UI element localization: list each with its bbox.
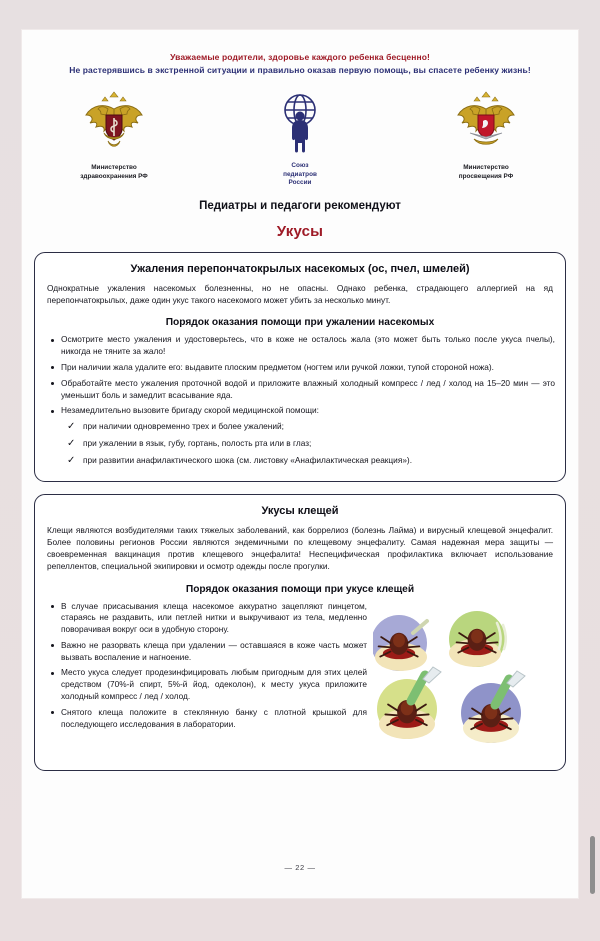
recommend-title: Педиатры и педагоги рекомендуют bbox=[199, 199, 401, 212]
emblem-ministry-of-health bbox=[30, 85, 198, 181]
insect-stings-subtitle: Порядок оказания помощи при ужалении насекомых bbox=[165, 317, 435, 329]
tick-bites-intro: Клещи являются возбудителями таких тяжелых заболеваний, как боррелиоз (болезнь Лайма) и вирусный клещевой энцефалит. Более половины регионов России являются эндемичными по клещевому энцефалиту. Самая надежная мера защиты — своевременная вакцинация против клещевого энцефалита! Неспецифическая профилактика включает использование репеллентов, специальной экипировки и осмотр одежды после прогулки. bbox=[47, 525, 553, 571]
emblem-union-of-pediatricians bbox=[225, 85, 375, 188]
list-item: ✓ при развитии анафилактического шока (см. листовку «Анафилактическая реакция»). bbox=[45, 455, 555, 467]
list-item: Незамедлительно вызовите бригаду скорой медицинской помощи: bbox=[45, 405, 555, 417]
list-item: Обработайте место ужаления проточной водой и приложите влажный холодный компресс / лед / холод на 15–20 мин — это уменьшит боль и замедлит всасывание яда. bbox=[45, 378, 555, 402]
page-number: — 22 — bbox=[284, 863, 316, 872]
banner-line-2: Не растерявшись в экстренной ситуации и правильно оказав первую помощь, вы спасете ребенку жизнь! bbox=[69, 65, 531, 76]
tick-bites-text-column bbox=[45, 601, 367, 735]
insect-stings-title: Ужаления перепончатокрылых насекомых (ос, пчел, шмелей) bbox=[130, 262, 470, 275]
section-tick-bites bbox=[34, 494, 566, 770]
insect-stings-intro: Однократные ужаления насекомых болезненны, но не опасны. Однако ребенка, страдающего аллергией на яд перепончатокрылых, даже один укус такого насекомого может убить за несколько минут. bbox=[47, 282, 553, 305]
list-item: ✓ при наличии одновременно трех и более ужалений; bbox=[45, 421, 555, 433]
insect-stings-bullet-list bbox=[45, 334, 555, 417]
russian-coat-of-arms-health-icon bbox=[30, 85, 198, 161]
list-item: ✓ при ужалении в язык, губу, гортань, полость рта или в глаз; bbox=[45, 438, 555, 450]
union-of-pediatricians-logo-icon bbox=[225, 85, 375, 161]
list-item: В случае присасывания клеща насекомое аккуратно зацепляют пинцетом, стараясь не раздавить, или петлей нитки и выкручивают из тела, медленно поворачивая вокруг оси в удобную сторону. bbox=[45, 601, 367, 636]
emblem-row bbox=[30, 85, 570, 188]
emblem-ministry-of-education bbox=[402, 85, 570, 181]
tick-bites-title: Укусы клещей bbox=[261, 505, 339, 518]
emblem-caption-union: Союз педиатров России bbox=[283, 161, 317, 187]
scrollbar-track[interactable] bbox=[589, 30, 596, 898]
header-banner bbox=[32, 52, 568, 77]
list-item: Снятого клеща положите в стеклянную банку с плотной крышкой для последующего исследования в лаборатории. bbox=[45, 707, 367, 731]
scrollbar-thumb[interactable] bbox=[590, 836, 595, 894]
insect-stings-check-list bbox=[45, 421, 555, 466]
section-insect-stings bbox=[34, 252, 566, 483]
list-item: Место укуса следует продезинфицировать любым пригодным для этих целей средством (70%-й спирт, 5%-й йод, одеколон), к месту укуса приложите холодный компресс / лед / холод. bbox=[45, 667, 367, 702]
list-item: Важно не разорвать клеща при удалении — оставшаяся в коже часть может вызвать воспаление и нагноение. bbox=[45, 640, 367, 664]
list-item: Осмотрите место ужаления и удостоверьтесь, что в коже не осталось жала (это может быть только после укуса пчелы), никогда не тяните за жало! bbox=[45, 334, 555, 358]
tick-bites-bullet-list bbox=[45, 601, 367, 731]
document-page bbox=[22, 30, 578, 898]
emblem-caption-health: Министерство здравоохранения РФ bbox=[80, 163, 148, 180]
banner-line-1: Уважаемые родители, здоровье каждого ребенка бесценно! bbox=[170, 52, 430, 62]
emblem-caption-education: Министерство просвещения РФ bbox=[458, 163, 514, 180]
tick-bites-columns bbox=[45, 601, 555, 760]
tick-removal-illustrations-icon bbox=[367, 601, 563, 760]
tick-bites-subtitle: Порядок оказания помощи при укусе клещей bbox=[185, 583, 415, 595]
list-item: При наличии жала удалите его: выдавите плоским предметом (ногтем или ручкой ложки, тупой стороной ножа). bbox=[45, 362, 555, 374]
document-title: Укусы bbox=[276, 222, 324, 240]
russian-coat-of-arms-education-icon bbox=[402, 85, 570, 161]
